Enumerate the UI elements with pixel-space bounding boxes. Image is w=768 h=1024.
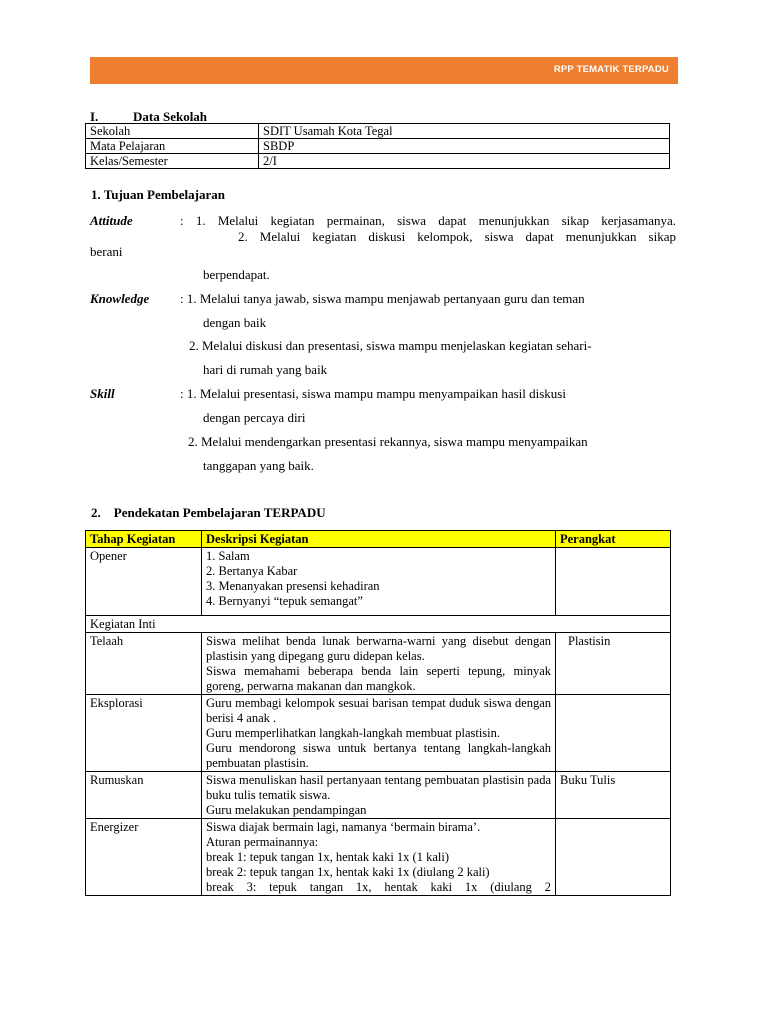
table-row [86,772,671,819]
row-label: Sekolah [86,124,259,139]
pendekatan-title: 2. Pendekatan Pembelajaran TERPADU [91,505,326,520]
description-text: Guru memperlihatkan langkah-langkah membuat plastisin. [206,726,501,740]
tujuan-title: 1. Tujuan Pembelajaran [91,187,225,202]
row-value: SDIT Usamah Kota Tegal [259,124,670,139]
header-deskripsi: Deskripsi Kegiatan [202,531,556,548]
row-value: SBDP [259,139,670,154]
description-text: Siswa menuliskan hasil pertanyaan tentang pembuatan plastisin pada buku tulis tematik siswa. [206,773,551,802]
perangkat-cell: Buku Tulis [556,772,671,819]
perangkat-cell [556,695,671,772]
skill-line-3: 2. Melalui mendengarkan presentasi rekannya, siswa mampu menyampaikan [188,434,588,449]
header-tahap: Tahap Kegiatan [86,531,202,548]
list-item: 3. Menanyakan presensi kehadiran [206,579,380,593]
description-text: break 2: tepuk tangan 1x, hentak kaki 1x (diulang 2 kali) [206,865,490,879]
row-label: Kelas/Semester [86,154,259,169]
row-label: Mata Pelajaran [86,139,259,154]
description-text: Guru membagi kelompok sesuai barisan tempat duduk siswa dengan berisi 4 anak . [206,696,551,725]
deskripsi-cell [202,772,556,819]
skill-label: Skill [90,386,115,401]
list-item: 4. Bernyanyi “tepuk semangat” [206,594,363,608]
skill-line-4: tanggapan yang baik. [203,458,314,473]
description-text: Siswa melihat benda lunak berwarna-warni yang disebut dengan plastisin yang dipegang guru didepan kelas. [206,634,551,663]
skill-line-1: : 1. Melalui presentasi, siswa mampu mampu menyampaikan hasil diskusi [180,386,566,401]
section1-number: I. [90,109,99,124]
table-row [86,695,671,772]
tahap-cell: Rumuskan [86,772,202,819]
attitude-line-2: 2. Melalui kegiatan diskusi kelompok, siswa dapat menunjukkan sikap [238,229,676,244]
kegiatan-table [85,530,671,896]
tahap-cell: Energizer [86,819,202,896]
attitude-line-3: berani [90,244,123,259]
table-row [86,154,670,169]
table-header-row [86,531,671,548]
table-row [86,616,671,633]
table-row [86,819,671,896]
attitude-line-1: : 1. Melalui kegiatan permainan, siswa dapat menunjukkan sikap kerjasamanya. [180,213,676,228]
section1-title: Data Sekolah [133,109,208,124]
description-text: Aturan permainannya: [206,835,319,849]
description-text: Guru melakukan pendampingan [206,803,367,817]
description-text: Siswa memahami beberapa benda lain seperti tepung, minyak goreng, perwarna makanan dan mangkok. [206,664,551,693]
table-row [86,633,671,695]
perangkat-cell: Plastisin [556,633,671,695]
perangkat-cell [556,548,671,616]
list-item: 2. Bertanya Kabar [206,564,298,578]
knowledge-line-2: dengan baik [203,315,267,330]
description-text: Guru mendorong siswa untuk bertanya tentang langkah-langkah pembuatan plastisin. [206,741,551,770]
header-bar [90,57,678,84]
attitude-line-4: berpendapat. [203,267,270,282]
table-row [86,139,670,154]
deskripsi-cell [202,633,556,695]
school-data-table [85,123,670,169]
header-perangkat: Perangkat [556,531,671,548]
knowledge-line-4: hari di rumah yang baik [203,362,328,377]
attitude-label: Attitude [90,213,133,228]
perangkat-cell [556,819,671,896]
deskripsi-cell [202,548,556,616]
knowledge-line-1: : 1. Melalui tanya jawab, siswa mampu menjawab pertanyaan guru dan teman [180,291,585,306]
kegiatan-inti-label: Kegiatan Inti [86,616,671,633]
header-title: RPP TEMATIK TERPADU [553,64,669,75]
description-text: break 3: tepuk tangan 1x, hentak kaki 1x (diulang 2 [206,880,551,894]
table-row [86,548,671,616]
description-text: Siswa diajak bermain lagi, namanya ‘bermain birama’. [206,820,481,834]
row-value: 2/I [259,154,670,169]
tahap-cell: Eksplorasi [86,695,202,772]
deskripsi-cell [202,695,556,772]
description-text: break 1: tepuk tangan 1x, hentak kaki 1x (1 kali) [206,850,449,864]
table-row [86,124,670,139]
tahap-cell: Telaah [86,633,202,695]
skill-line-2: dengan percaya diri [203,410,306,425]
tahap-cell: Opener [86,548,202,616]
knowledge-label: Knowledge [90,291,150,306]
knowledge-line-3: 2. Melalui diskusi dan presentasi, siswa mampu menjelaskan kegiatan sehari- [189,338,592,353]
list-item: 1. Salam [206,549,250,563]
deskripsi-cell [202,819,556,896]
